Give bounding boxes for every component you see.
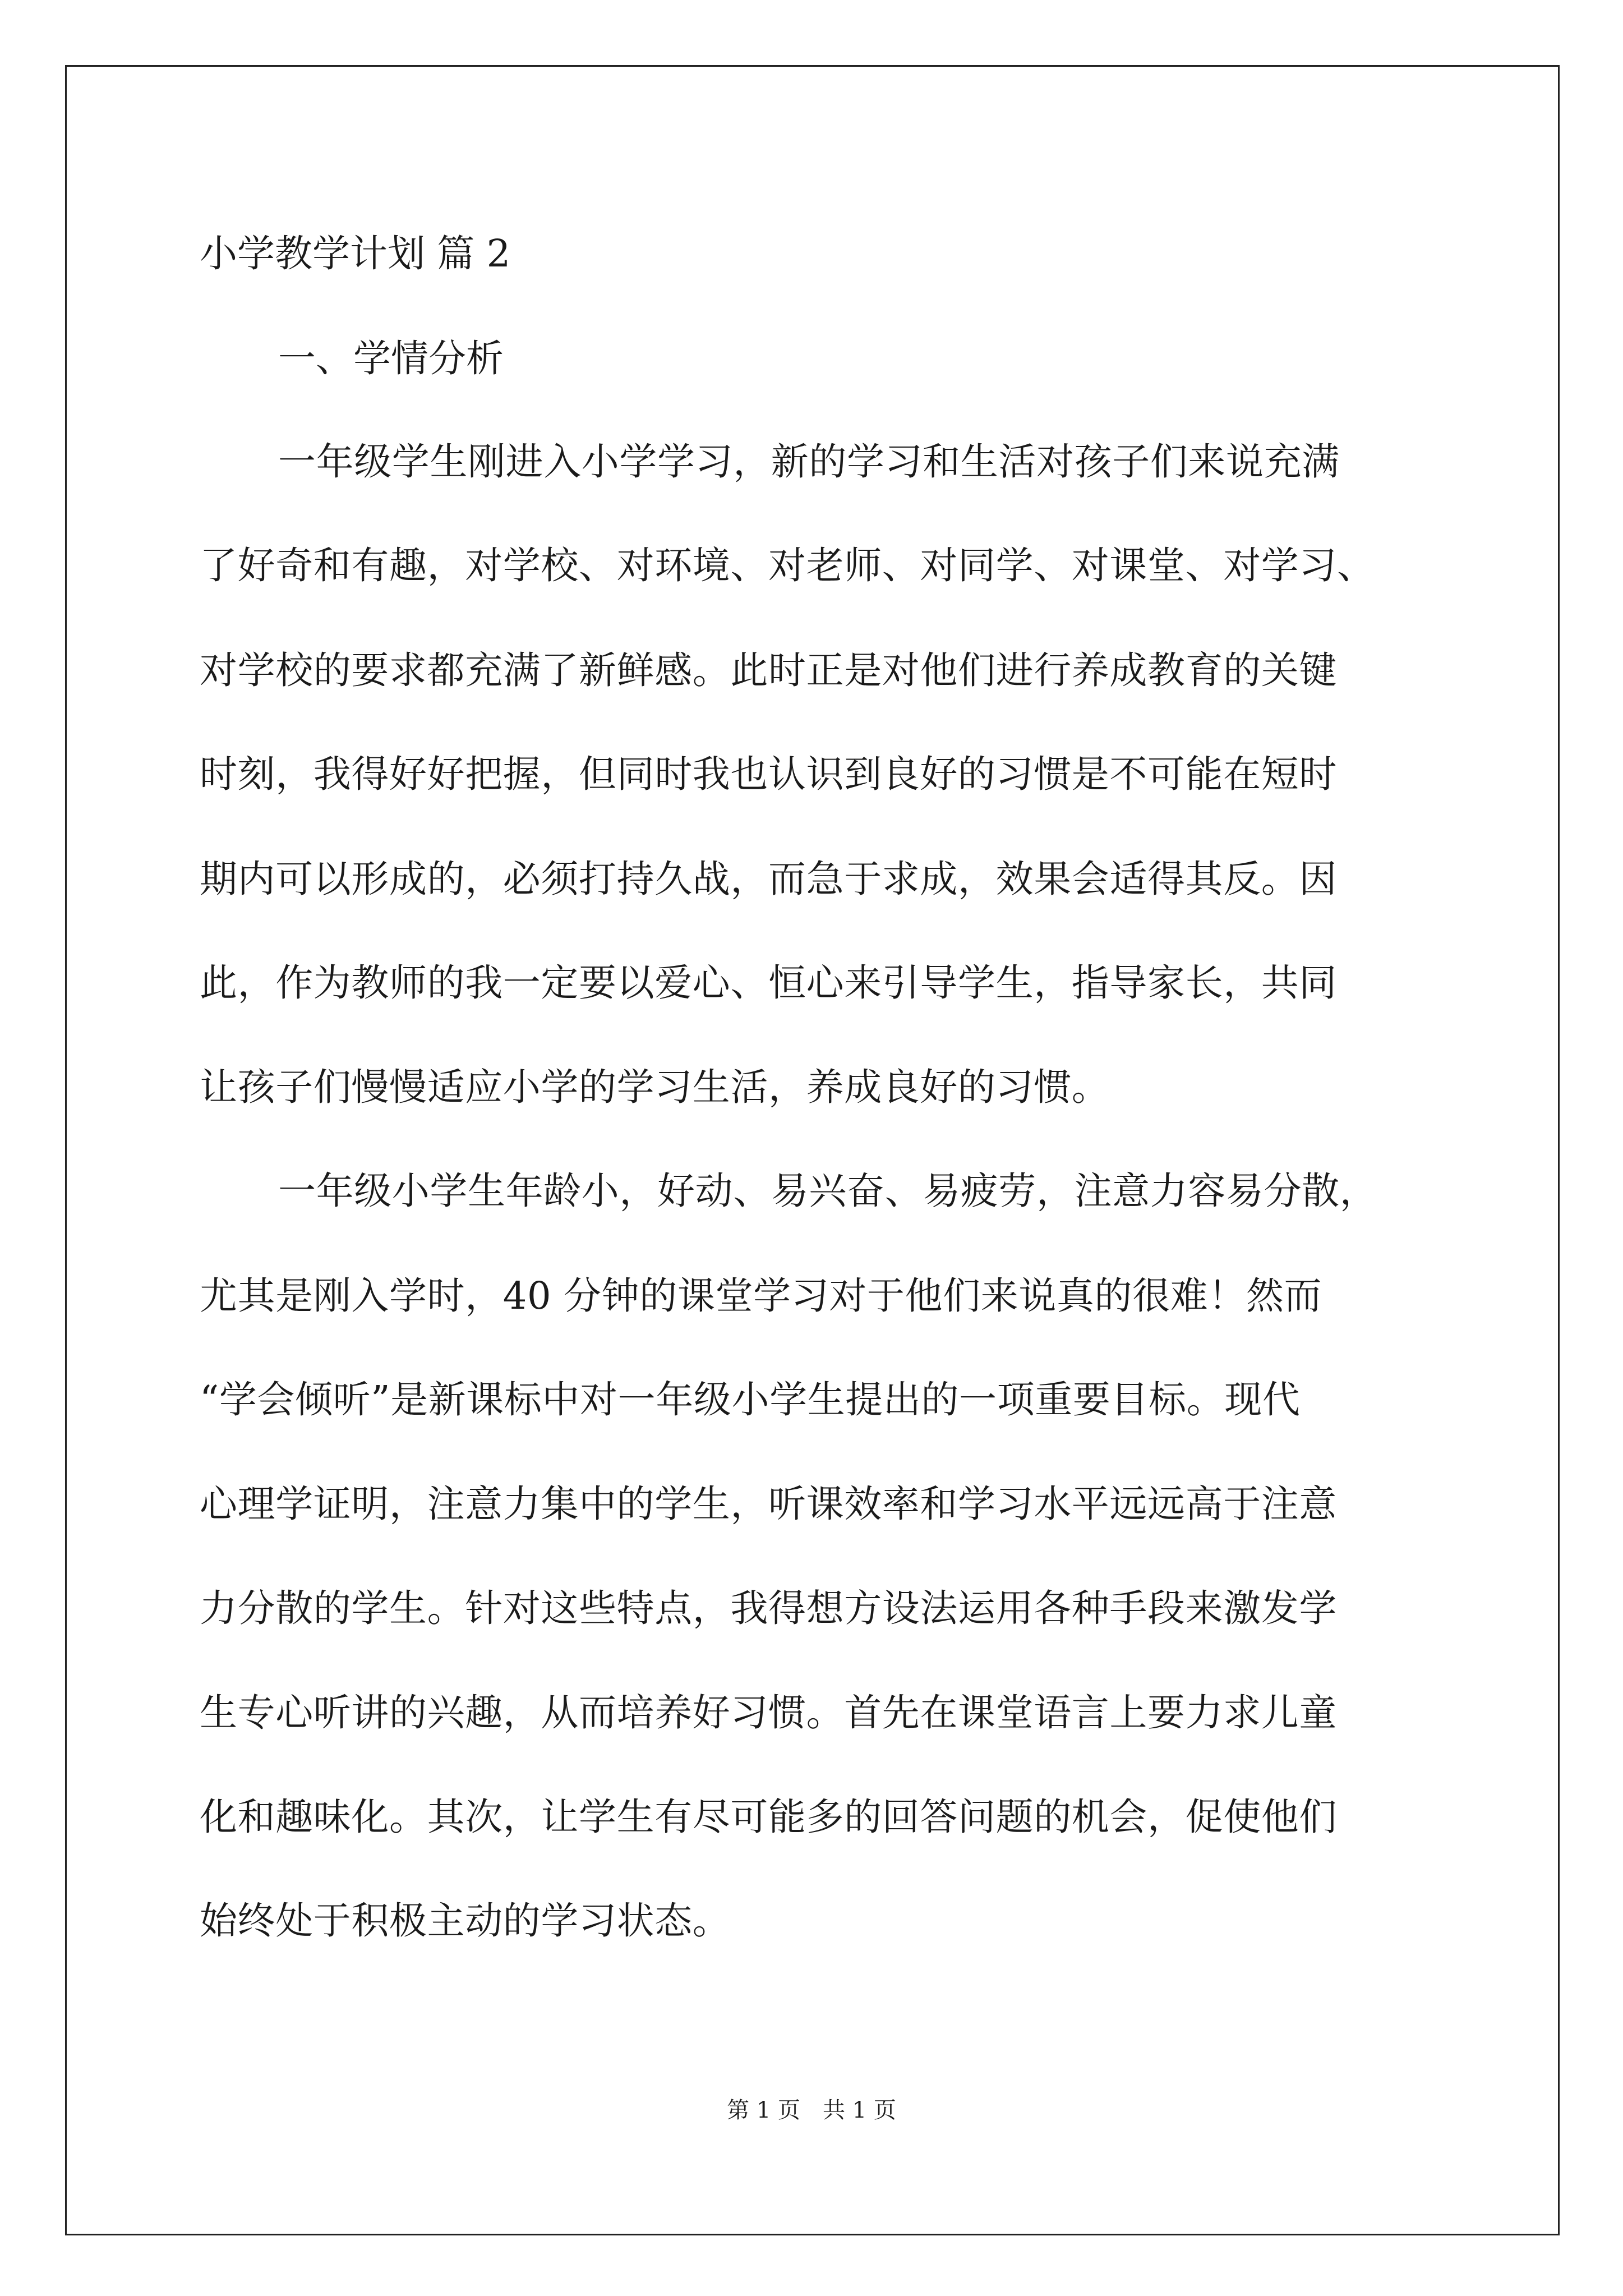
paragraph-1-line-6: 此，作为教师的我一定要以爱心、恒心来引导学生，指导家长，共同	[200, 961, 1337, 1005]
document-title: 小学教学计划 篇 2	[200, 232, 511, 275]
paragraph-2-line-6: 生专心听讲的兴趣，从而培养好习惯。首先在课堂语言上要力求儿童	[200, 1691, 1337, 1734]
paragraph-2-line-1: 一年级小学生年龄小，好动、易兴奋、易疲劳，注意力容易分散，	[278, 1169, 1378, 1213]
paragraph-1-line-7: 让孩子们慢慢适应小学的学习生活，养成良好的习惯。	[200, 1065, 1110, 1109]
paragraph-2-line-5: 力分散的学生。针对这些特点，我得想方设法运用各种手段来激发学	[200, 1586, 1337, 1630]
paragraph-1-line-5: 期内可以形成的，必须打持久战，而急于求成，效果会适得其反。因	[200, 857, 1337, 901]
paragraph-2-line-4: 心理学证明，注意力集中的学生，听课效率和学习水平远远高于注意	[200, 1482, 1337, 1526]
paragraph-2-line-3: “学会倾听”是新课标中对一年级小学生提出的一项重要目标。现代	[200, 1378, 1301, 1421]
page-footer: 第 1 页 共 1 页	[727, 2097, 896, 2123]
section-heading: 一、学情分析	[278, 337, 504, 380]
paragraph-2-line-2: 尤其是刚入学时，40 分钟的课堂学习对于他们来说真的很难！然而	[200, 1274, 1322, 1318]
paragraph-2-line-7: 化和趣味化。其次，让学生有尽可能多的回答问题的机会，促使他们	[200, 1795, 1337, 1839]
paragraph-1-line-1: 一年级学生刚进入小学学习，新的学习和生活对孩子们来说充满	[278, 440, 1340, 484]
paragraph-1-line-3: 对学校的要求都充满了新鲜感。此时正是对他们进行养成教育的关键	[200, 648, 1337, 692]
paragraph-1-line-2: 了好奇和有趣，对学校、对环境、对老师、对同学、对课堂、对学习、	[200, 544, 1375, 587]
paragraph-1-line-4: 时刻，我得好好把握，但同时我也认识到良好的习惯是不可能在短时	[200, 752, 1337, 796]
paragraph-2-line-8: 始终处于积极主动的学习状态。	[200, 1899, 731, 1943]
